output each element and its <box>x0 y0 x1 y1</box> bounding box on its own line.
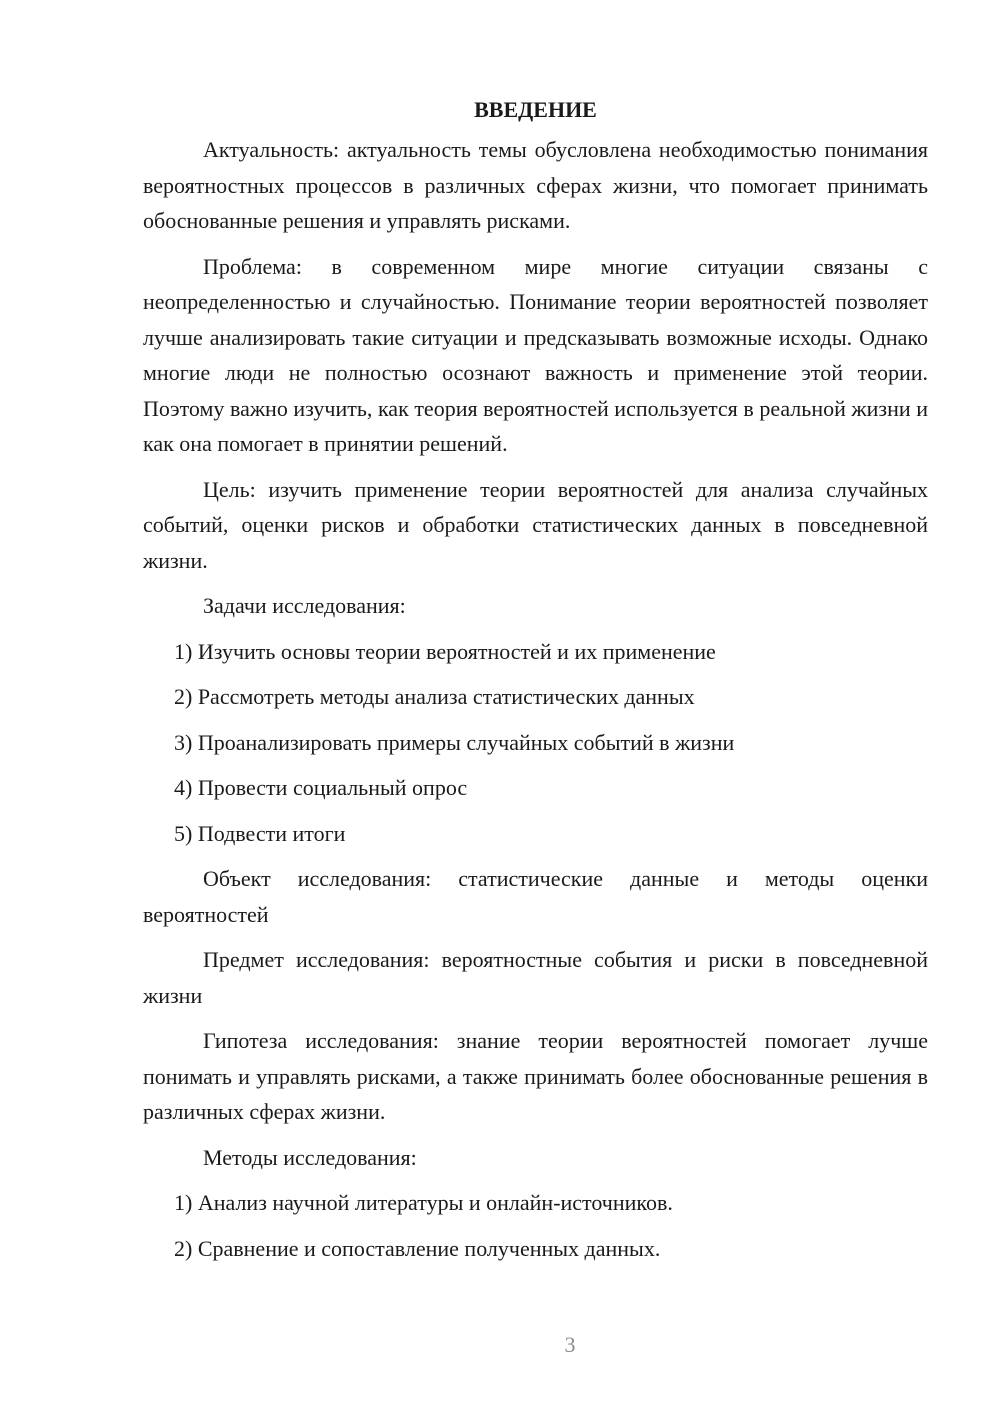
tasks-list <box>143 634 928 852</box>
methods-list <box>143 1185 928 1266</box>
page-number: 3 <box>564 1332 576 1357</box>
list-item: 2) Рассмотреть методы анализа статистических данных <box>174 684 695 709</box>
section-heading: ВВЕДЕНИЕ <box>474 97 597 122</box>
tasks-heading: Задачи исследования: <box>203 593 406 618</box>
object-paragraph: Объект исследования: статистические данные и методы оценки вероятностей <box>143 866 928 927</box>
subject-paragraph: Предмет исследования: вероятностные события и риски в повседневной жизни <box>143 947 928 1008</box>
list-item: 1) Анализ научной литературы и онлайн-источников. <box>174 1190 673 1215</box>
methods-heading: Методы исследования: <box>203 1144 417 1170</box>
list-item: 1) Изучить основы теории вероятностей и их применение <box>174 638 716 664</box>
list-item: 2) Сравнение и сопоставление полученных данных. <box>174 1235 661 1261</box>
list-item: 4) Провести социальный опрос <box>174 775 468 800</box>
list-item: 3) Проанализировать примеры случайных событий в жизни <box>174 729 735 755</box>
problem-paragraph: Проблема: в современном мире многие ситуации связаны с неопределенностью и случайностью. Понимание теории вероятностей позволяет лучше анализировать такие ситуации и предсказывать возможные исходы. Однако многие люди не полностью осознают важность и применение этой теории. Поэтому важно изучить, как теория вероятностей используется в реальной жизни и как она помогает в принятии решений. <box>143 253 928 456</box>
relevance-paragraph: Актуальность: актуальность темы обусловлена необходимостью понимания вероятностных процессов в различных сферах жизни, что помогает принимать обоснованные решения и управлять рисками. <box>143 137 928 233</box>
list-item: 5) Подвести итоги <box>174 820 346 846</box>
goal-paragraph: Цель: изучить применение теории вероятностей для анализа случайных событий, оценки рисков и обработки статистических данных в повседневной жизни. <box>143 476 928 573</box>
hypothesis-paragraph: Гипотеза исследования: знание теории вероятностей помогает лучше понимать и управлять рисками, а также принимать более обоснованные решения в различных сферах жизни. <box>143 1028 928 1124</box>
page-content <box>143 92 928 1276</box>
